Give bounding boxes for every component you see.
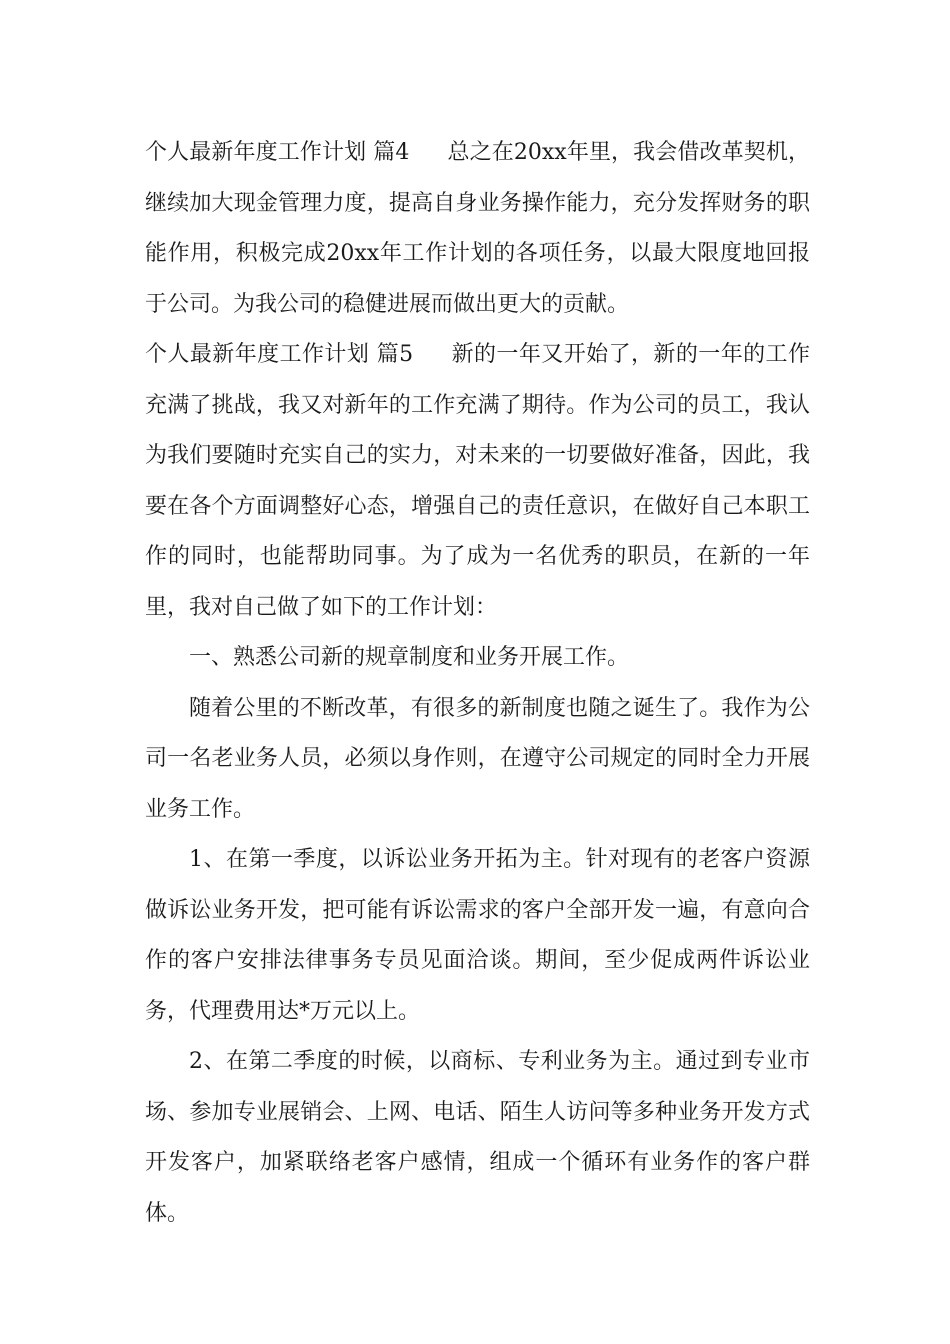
section-4: [145, 128, 810, 330]
paragraph-q2-plan: 2、在第二季度的时候，以商标、专利业务为主。通过到专业市场、参加专业展销会、上网、电话、陌生人访问等多种业务开发方式开发客户，加紧联络老客户感情，组成一个循环有业务作的客户群体。: [145, 1049, 810, 1226]
paragraph-q1-plan: 1、在第一季度，以诉讼业务开拓为主。针对现有的老客户资源做诉讼业务开发，把可能有诉讼需求的客户全部开发一遍，有意向合作的客户安排法律事务专员见面洽谈。期间，至少促成两件诉讼业务，代理费用达*万元以上。: [145, 847, 810, 1024]
section-intro-text: 新的一年又开始了，新的一年的工作充满了挑战，我又对新年的工作充满了期待。作为公司的员工，我认为我们要随时充实自己的实力，对未来的一切要做好准备，因此，我要在各个方面调整好心态，增强自己的责任意识，在做好自己本职工作的同时，也能帮助同事。为了成为一名优秀的职员，在新的一年里，我对自己做了如下的工作计划：: [145, 342, 810, 620]
section-heading: 个人最新年度工作计划 篇5: [145, 342, 414, 367]
paragraph-item-1: 一、熟悉公司新的规章制度和业务开展工作。: [189, 645, 630, 670]
paragraph-body-1: 随着公里的不断改革，有很多的新制度也随之诞生了。我作为公司一名老业务人员，必须以身作则，在遵守公司规定的同时全力开展业务工作。: [145, 695, 810, 822]
section-intro-text: 总之在20xx年里，我会借改革契机，继续加大现金管理力度，提高自身业务操作能力，充分发挥财务的职能作用，积极完成20xx年工作计划的各项任务，以最大限度地回报于公司。为我公司的稳健进展而做出更大的贡献。: [145, 140, 811, 317]
section-5: [145, 330, 810, 633]
section-heading: 个人最新年度工作计划 篇4: [145, 140, 410, 165]
document-page: [145, 128, 810, 1239]
